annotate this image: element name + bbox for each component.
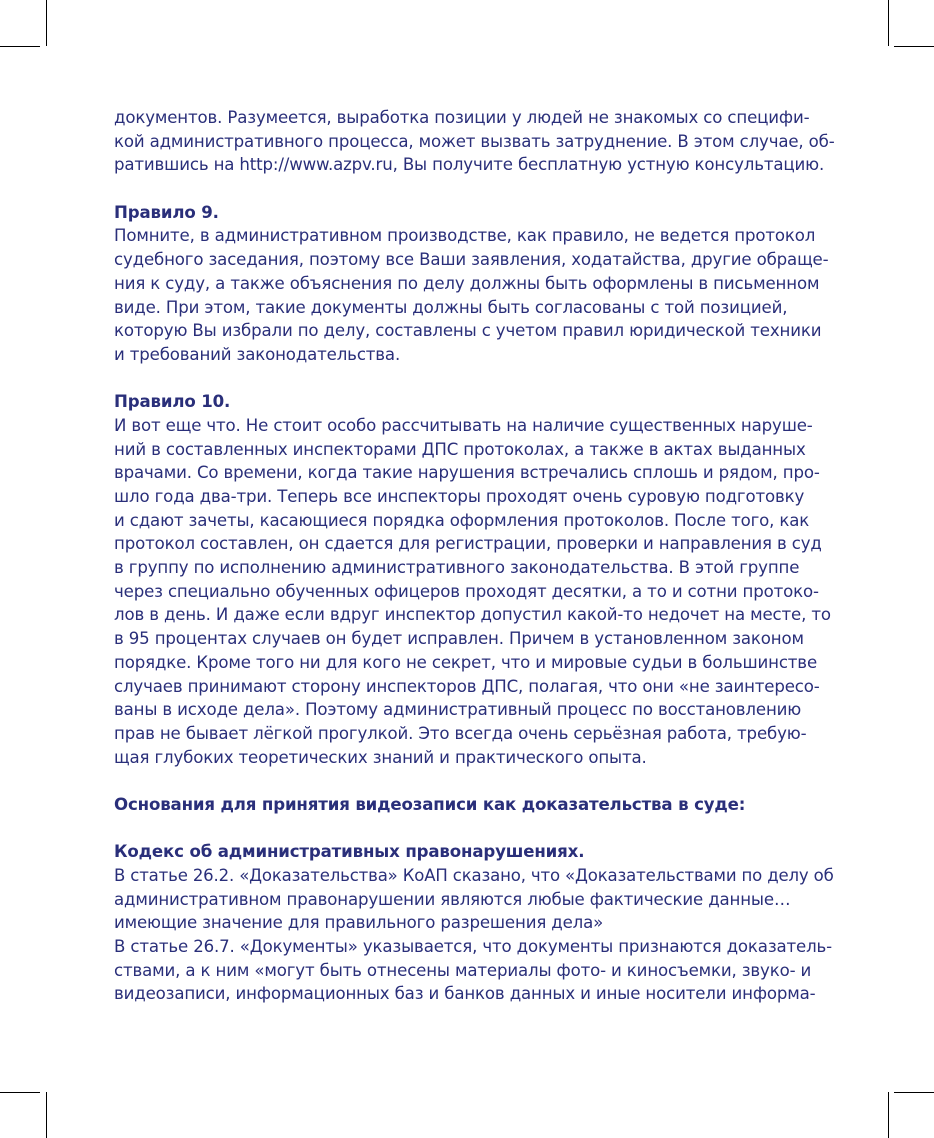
text-line: И вот еще что. Не стоит особо рассчитывать на наличие существенных наруше-: [114, 415, 813, 435]
text-line: кой административного процесса, может вызвать затруднение. В этом случае, об-: [114, 131, 835, 151]
crop-mark-top-right-vertical: [888, 0, 889, 46]
grounds-heading: Основания для принятия видеозаписи как доказательства в суде:: [114, 794, 746, 814]
text-line: в 95 процентах случаев он будет исправлен. Причем в установленном законом: [114, 629, 804, 649]
text-line: случаев принимают сторону инспекторов ДПС, полагая, что они «не заинтересо-: [114, 676, 820, 696]
rule-9-heading: Правило 9.: [114, 202, 219, 222]
paragraph-spacer: [114, 769, 834, 793]
crop-mark-top-right-horizontal: [894, 46, 934, 47]
text-line: имеющие значение для правильного разрешения дела»: [114, 913, 604, 933]
text-line: ваны в исходе дела». Поэтому административный процесс по восстановлению: [114, 700, 802, 720]
text-line: и сдают зачеты, касающиеся порядка оформления протоколов. После того, как: [114, 510, 810, 530]
crop-mark-top-left-horizontal: [0, 46, 40, 47]
text-line: В статье 26.7. «Документы» указывается, что документы признаются доказатель-: [114, 937, 833, 957]
text-line: судебного заседания, поэтому все Ваши заявления, ходатайства, другие обраще-: [114, 250, 829, 270]
text-line: щая глубоких теоретических знаний и практического опыта.: [114, 747, 647, 767]
rule-9-section: [114, 201, 834, 367]
text-line: лов в день. И даже если вдруг инспектор допустил какой-то недочет на месте, то: [114, 605, 831, 625]
text-line: врачами. Со времени, когда такие нарушения встречались сплошь и рядом, про-: [114, 463, 820, 483]
text-line: В статье 26.2. «Доказательства» КоАП сказано, что «Доказательствами по делу об: [114, 866, 834, 885]
crop-mark-top-left-vertical: [46, 0, 47, 46]
paragraph-spacer: [114, 177, 834, 201]
rule-10-section: [114, 390, 834, 769]
text-line: которую Вы избрали по делу, составлены с учетом правил юридической техники: [114, 321, 822, 341]
text-line: документов. Разумеется, выработка позиции у людей не знакомых со специфи-: [114, 108, 810, 127]
text-line: ствами, а к ним «могут быть отнесены материалы фото- и киносъемки, звуко- и: [114, 960, 812, 980]
crop-mark-bottom-left-vertical: [46, 1092, 47, 1138]
text-line: Помните, в административном производстве, как правило, не ведется протокол: [114, 226, 816, 246]
paragraph-spacer: [114, 367, 834, 391]
crop-mark-bottom-left-horizontal: [0, 1092, 40, 1093]
paragraph-spacer: [114, 817, 834, 841]
text-line: ратившись на http://www.azpv.ru, Вы получите бесплатную устную консультацию.: [114, 155, 825, 175]
text-line: прав не бывает лёгкой прогулкой. Это всегда очень серьёзная работа, требую-: [114, 723, 807, 743]
text-line: через специально обученных офицеров проходят десятки, а то и сотни протоко-: [114, 581, 819, 601]
text-line: протокол составлен, он сдается для регистрации, проверки и направления в суд: [114, 534, 822, 554]
crop-mark-bottom-right-vertical: [888, 1092, 889, 1138]
crop-mark-bottom-right-horizontal: [894, 1092, 934, 1093]
koap-heading: Кодекс об административных правонарушениях.: [114, 842, 585, 862]
text-line: ния к суду, а также объяснения по делу должны быть оформлены в письменном: [114, 273, 820, 293]
text-line: в группу по исполнению административного законодательства. В этой группе: [114, 558, 800, 578]
rule-10-heading: Правило 10.: [114, 392, 231, 412]
text-line: административном правонарушении являются любые фактические данные…: [114, 889, 791, 909]
intro-paragraph: [114, 106, 834, 177]
text-line: шло года два-три. Теперь все инспекторы проходят очень суровую подготовку: [114, 487, 805, 506]
document-body: [114, 106, 834, 1006]
text-line: и требований законодательства.: [114, 344, 401, 364]
text-line: видеозаписи, информационных баз и банков данных и иные носители информа-: [114, 984, 816, 1004]
koap-section: [114, 840, 834, 1006]
text-line: порядке. Кроме того ни для кого не секрет, что и мировые судьи в большинстве: [114, 652, 817, 672]
text-line: виде. При этом, такие документы должны быть согласованы с той позицией,: [114, 297, 788, 317]
text-line: ний в составленных инспекторами ДПС протоколах, а также в актах выданных: [114, 439, 806, 459]
